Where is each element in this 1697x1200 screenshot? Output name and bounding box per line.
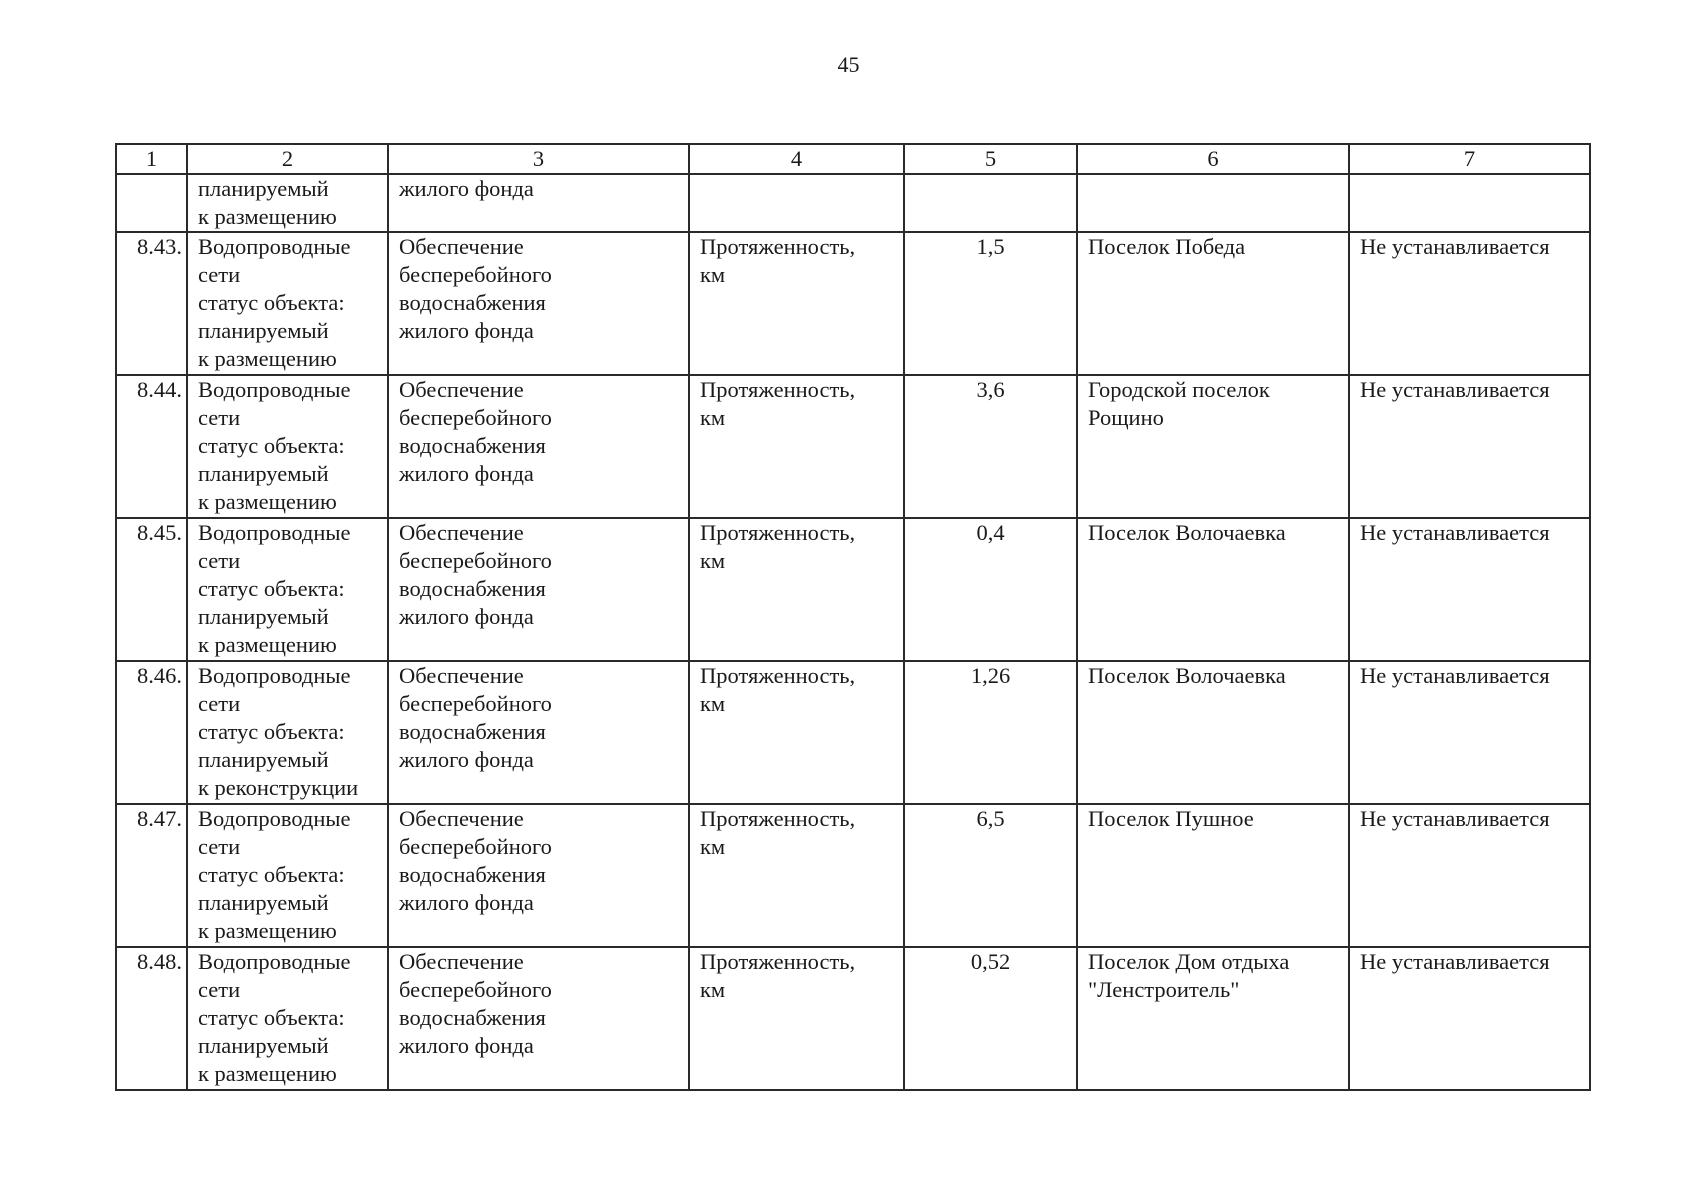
cell-number: 8.48. xyxy=(116,947,187,1090)
cell-object-name: Водопроводные сети статус объекта: планируемый к реконструкции xyxy=(187,661,388,804)
cell-location: Поселок Дом отдыха "Ленстроитель" xyxy=(1077,947,1349,1090)
cell-object-name: Водопроводные сети статус объекта: планируемый к размещению xyxy=(187,518,388,661)
cell-number xyxy=(116,174,187,232)
table-row xyxy=(116,947,1590,1090)
cell-value: 6,5 xyxy=(904,804,1077,947)
column-header-5: 5 xyxy=(904,144,1077,174)
column-header-2: 2 xyxy=(187,144,388,174)
cell-number: 8.44. xyxy=(116,375,187,518)
cell-zone: Не устанавливается xyxy=(1349,947,1590,1090)
cell-number: 8.47. xyxy=(116,804,187,947)
cell-parameter: Протяженность, км xyxy=(689,232,904,375)
cell-number: 8.43. xyxy=(116,232,187,375)
cell-object-name: Водопроводные сети статус объекта: планируемый к размещению xyxy=(187,804,388,947)
table-row xyxy=(116,804,1590,947)
cell-zone: Не устанавливается xyxy=(1349,232,1590,375)
objects-table xyxy=(115,143,1591,1091)
cell-number: 8.46. xyxy=(116,661,187,804)
cell-purpose: жилого фонда xyxy=(388,174,689,232)
cell-object-name: Водопроводные сети статус объекта: планируемый к размещению xyxy=(187,947,388,1090)
column-header-1: 1 xyxy=(116,144,187,174)
cell-location: Поселок Волочаевка xyxy=(1077,518,1349,661)
cell-value: 1,5 xyxy=(904,232,1077,375)
cell-location: Поселок Волочаевка xyxy=(1077,661,1349,804)
cell-value xyxy=(904,174,1077,232)
cell-purpose: Обеспечение бесперебойного водоснабжения жилого фонда xyxy=(388,375,689,518)
cell-value: 3,6 xyxy=(904,375,1077,518)
cell-location xyxy=(1077,174,1349,232)
table-header-row xyxy=(116,144,1590,174)
cell-purpose: Обеспечение бесперебойного водоснабжения жилого фонда xyxy=(388,661,689,804)
cell-parameter: Протяженность, км xyxy=(689,804,904,947)
cell-parameter xyxy=(689,174,904,232)
column-header-7: 7 xyxy=(1349,144,1590,174)
cell-parameter: Протяженность, км xyxy=(689,947,904,1090)
cell-purpose: Обеспечение бесперебойного водоснабжения жилого фонда xyxy=(388,232,689,375)
table-row xyxy=(116,232,1590,375)
cell-location: Поселок Пушное xyxy=(1077,804,1349,947)
cell-zone xyxy=(1349,174,1590,232)
table-row xyxy=(116,375,1590,518)
cell-zone: Не устанавливается xyxy=(1349,375,1590,518)
cell-value: 0,52 xyxy=(904,947,1077,1090)
cell-zone: Не устанавливается xyxy=(1349,518,1590,661)
cell-location: Поселок Победа xyxy=(1077,232,1349,375)
cell-parameter: Протяженность, км xyxy=(689,518,904,661)
cell-location: Городской поселок Рощино xyxy=(1077,375,1349,518)
cell-number: 8.45. xyxy=(116,518,187,661)
cell-value: 1,26 xyxy=(904,661,1077,804)
cell-object-name: Водопроводные сети статус объекта: планируемый к размещению xyxy=(187,232,388,375)
table-row xyxy=(116,661,1590,804)
page-number: 45 xyxy=(837,52,860,77)
cell-zone: Не устанавливается xyxy=(1349,661,1590,804)
cell-parameter: Протяженность, км xyxy=(689,375,904,518)
cell-value: 0,4 xyxy=(904,518,1077,661)
cell-object-name: Водопроводные сети статус объекта: планируемый к размещению xyxy=(187,375,388,518)
continuation-row xyxy=(116,174,1590,232)
cell-purpose: Обеспечение бесперебойного водоснабжения жилого фонда xyxy=(388,518,689,661)
cell-purpose: Обеспечение бесперебойного водоснабжения жилого фонда xyxy=(388,947,689,1090)
table-row xyxy=(116,518,1590,661)
cell-purpose: Обеспечение бесперебойного водоснабжения жилого фонда xyxy=(388,804,689,947)
column-header-4: 4 xyxy=(689,144,904,174)
column-header-6: 6 xyxy=(1077,144,1349,174)
cell-parameter: Протяженность, км xyxy=(689,661,904,804)
column-header-3: 3 xyxy=(388,144,689,174)
cell-zone: Не устанавливается xyxy=(1349,804,1590,947)
cell-object-name: планируемый к размещению xyxy=(187,174,388,232)
